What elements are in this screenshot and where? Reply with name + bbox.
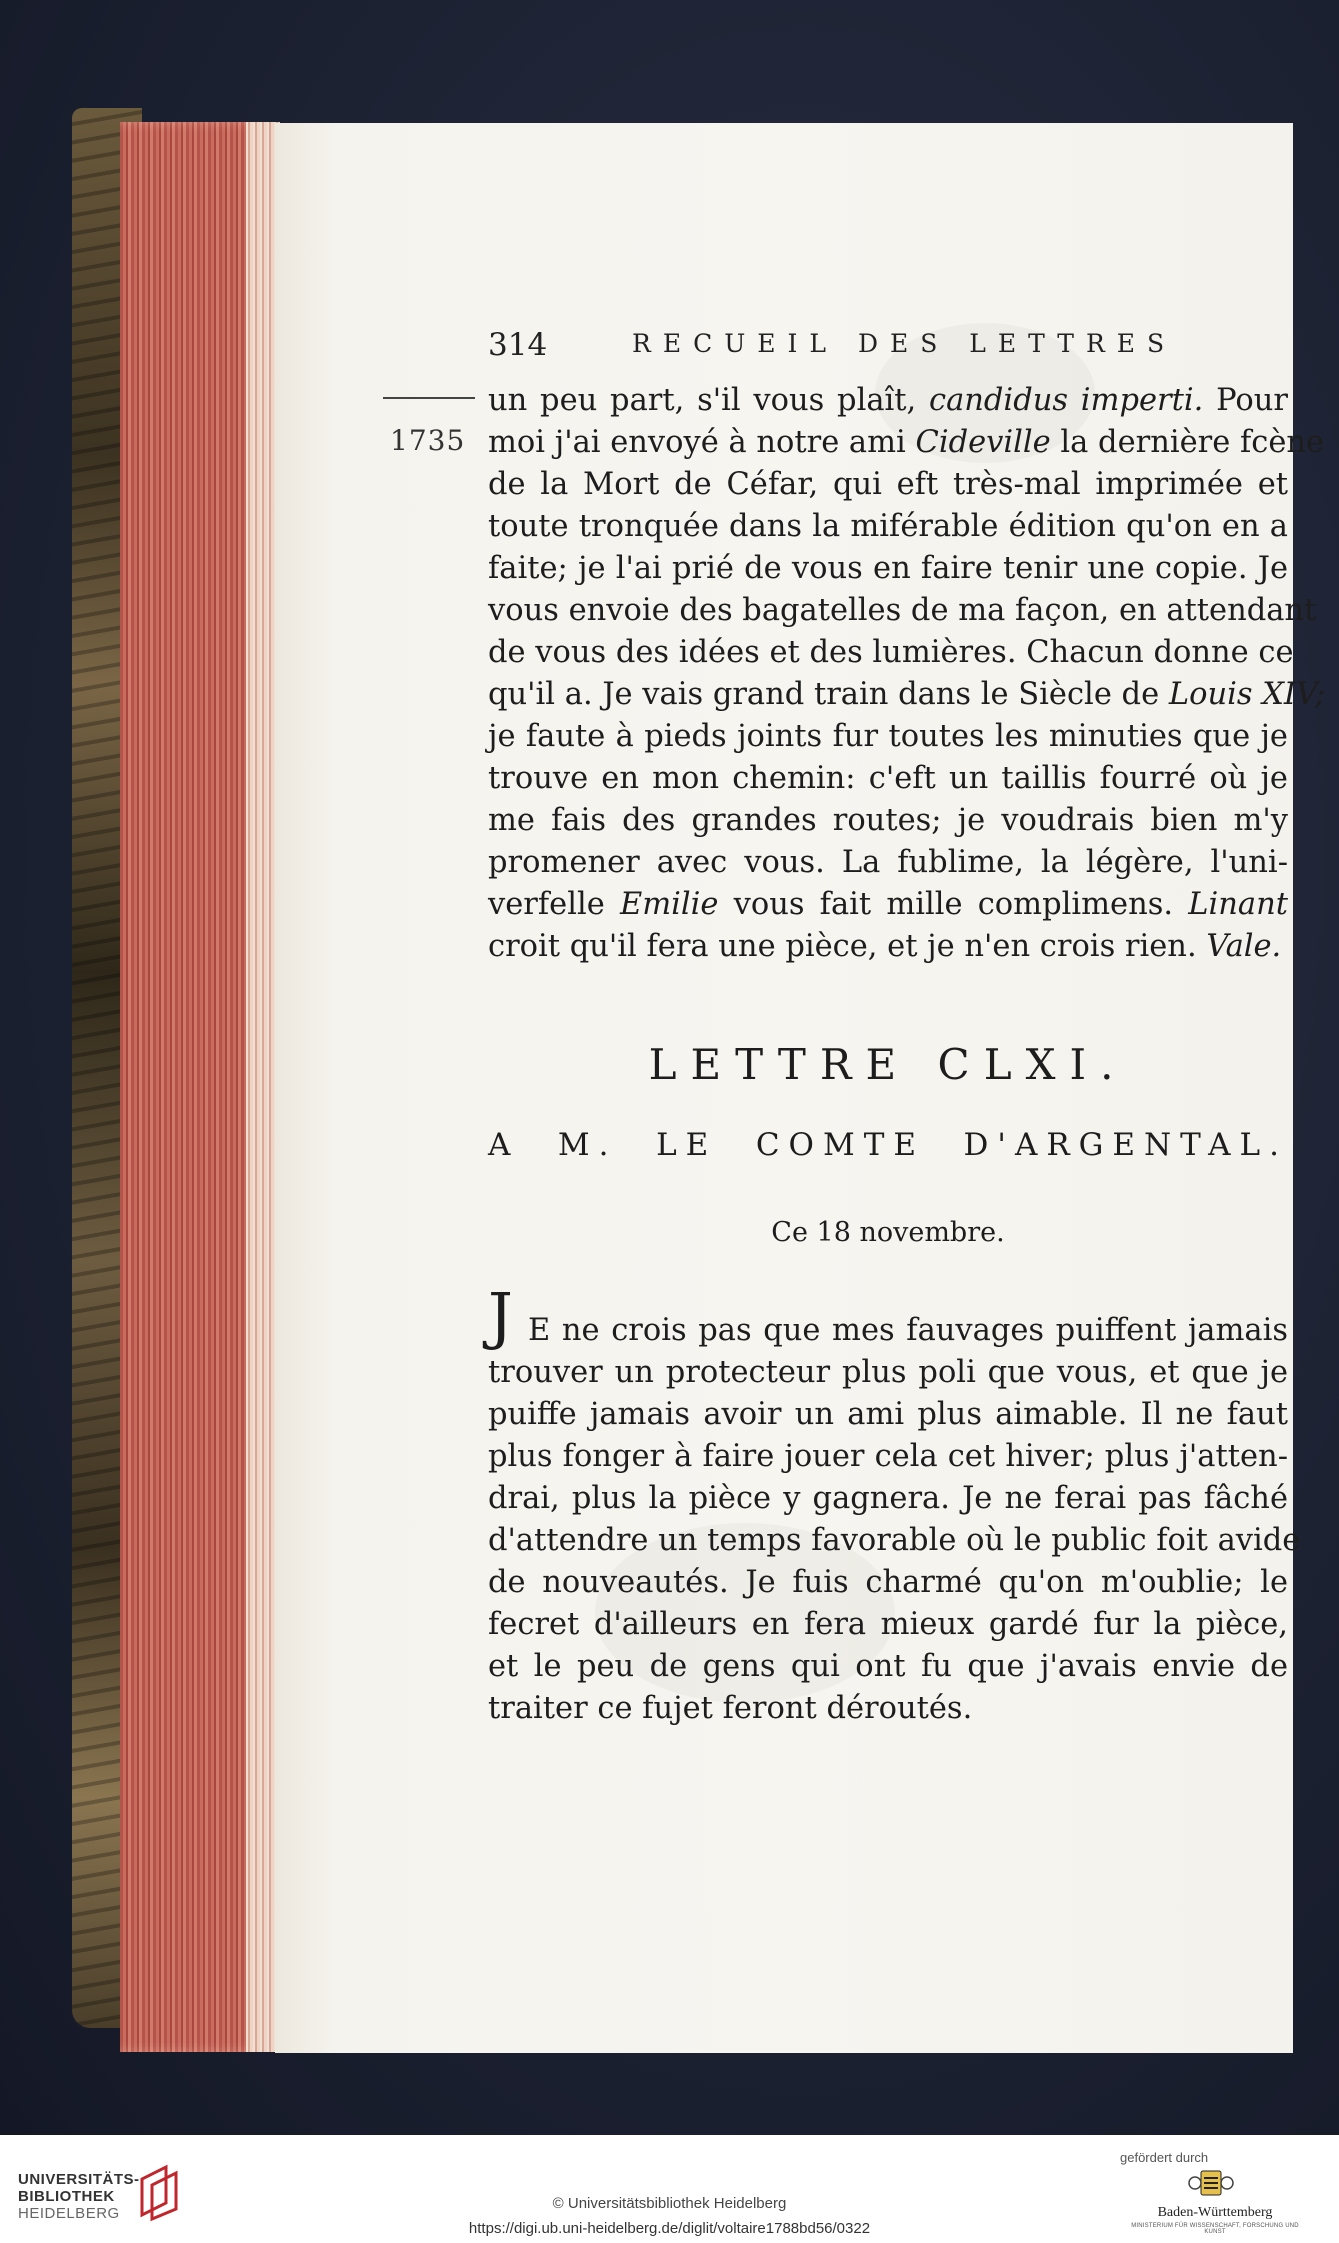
library-name-line: BIBLIOTHEK <box>18 2188 115 2205</box>
text-span: vous envoie des bagatelles de ma façon, en attendant <box>488 593 1317 628</box>
text-span: la dernière fcène <box>1050 425 1325 460</box>
text-line: d'attendre un temps favorable où le public foit avide <box>488 1523 1301 1558</box>
text-line <box>488 506 1288 548</box>
text-span: de la Mort de Céfar, qui eft très-mal imprimée et <box>488 467 1288 502</box>
text-line <box>488 632 1294 674</box>
text-span: je faute à pieds joints fur toutes les minuties que je <box>488 719 1288 754</box>
text-span: trouve en mon chemin: c'eft un taillis fourré où je <box>488 761 1288 796</box>
text-line: de nouveautés. Je fuis charmé qu'on m'oublie; le <box>488 1565 1288 1600</box>
text-line <box>488 884 1288 926</box>
margin-rule <box>383 397 475 399</box>
text-span: qu'il a. Je vais grand train dans le Siècle de <box>488 677 1169 712</box>
text-line <box>488 422 1325 464</box>
library-logo-icon <box>136 2163 184 2223</box>
sponsor-name: Baden-Württemberg <box>1157 2205 1273 2220</box>
library-name-line: UNIVERSITÄTS- <box>18 2171 140 2188</box>
italic-text: Louis XIV; <box>1168 677 1326 712</box>
state-crest-icon <box>1187 2168 1235 2198</box>
red-page-edges <box>120 122 280 2052</box>
text-span: croit qu'il fera une pièce, et je n'en crois rien. <box>488 929 1207 964</box>
page-number: 314 <box>488 327 548 363</box>
text-line: puiffe jamais avoir un ami plus aimable. Il ne faut <box>488 1397 1288 1432</box>
letter-title: LETTRE CLXI. <box>648 1040 1128 1089</box>
italic-text: Linant <box>1188 887 1289 922</box>
text-line <box>488 926 1288 968</box>
text-line <box>488 842 1288 884</box>
text-line: traiter ce fujet feront déroutés. <box>488 1691 973 1726</box>
text-line: et le peu de gens qui ont fu que j'avais envie de <box>488 1649 1288 1684</box>
library-name-line: HEIDELBERG <box>18 2205 120 2222</box>
text-line: fecret d'ailleurs en fera mieux gardé fur la pièce, <box>488 1607 1288 1642</box>
italic-text: Vale. <box>1206 929 1282 964</box>
text-line <box>488 590 1317 632</box>
permalink-url[interactable]: https://digi.ub.uni-heidelberg.de/diglit/voltaire1788bd56/0322 <box>468 2220 871 2237</box>
text-span: moi j'ai envoyé à notre ami <box>488 425 916 460</box>
text-line <box>488 674 1326 716</box>
text-span: promener avec vous. La fublime, la légère, l'uni- <box>488 845 1288 880</box>
drop-cap: J <box>488 1279 513 1352</box>
text-line <box>488 800 1288 842</box>
sponsor-ministry: MINISTERIUM FÜR WISSENSCHAFT, FORSCHUNG UND KUNST <box>1131 2223 1299 2235</box>
text-span: vous fait mille complimens. <box>718 887 1189 922</box>
italic-text: Cideville <box>915 425 1051 460</box>
text-span: de vous des idées et des lumières. Chacun donne ce <box>488 635 1294 670</box>
text-line <box>488 716 1288 758</box>
letter-dateline: Ce 18 novembre. <box>771 1217 1005 1248</box>
text-span: Pour <box>1203 383 1288 418</box>
copyright-notice: © Universitätsbibliothek Heidelberg <box>552 2195 787 2212</box>
text-line: drai, plus la pièce y gagnera. Je ne ferai pas fâché <box>488 1481 1288 1516</box>
text-span: toute tronquée dans la miférable édition qu'on en a <box>488 509 1288 544</box>
text-span: me fais des grandes routes; je voudrais bien m'y <box>488 803 1288 838</box>
running-head: RECUEIL DES LETTRES <box>632 329 1177 358</box>
text-span: un peu part, s'il vous plaît, <box>488 383 929 418</box>
text-line <box>488 380 1288 422</box>
text-span: faite; je l'ai prié de vous en faire tenir une copie. Je <box>488 551 1288 586</box>
text-line <box>488 758 1288 800</box>
sponsor-label: gefördert durch <box>1120 2150 1209 2165</box>
text-line: E ne crois pas que mes fauvages puiffent jamais <box>528 1313 1288 1348</box>
text-line <box>488 464 1288 506</box>
letter-addressee: A M. LE COMTE D'ARGENTAL. <box>488 1127 1288 1163</box>
italic-text: Emilie <box>619 887 719 922</box>
margin-year: 1735 <box>390 424 466 457</box>
text-line <box>488 548 1288 590</box>
text-line: plus fonger à faire jouer cela cet hiver; plus j'atten- <box>488 1439 1288 1474</box>
italic-text: candidus imperti. <box>929 383 1204 418</box>
text-span: verfelle <box>488 887 620 922</box>
text-line: trouver un protecteur plus poli que vous, et que je <box>488 1355 1288 1390</box>
